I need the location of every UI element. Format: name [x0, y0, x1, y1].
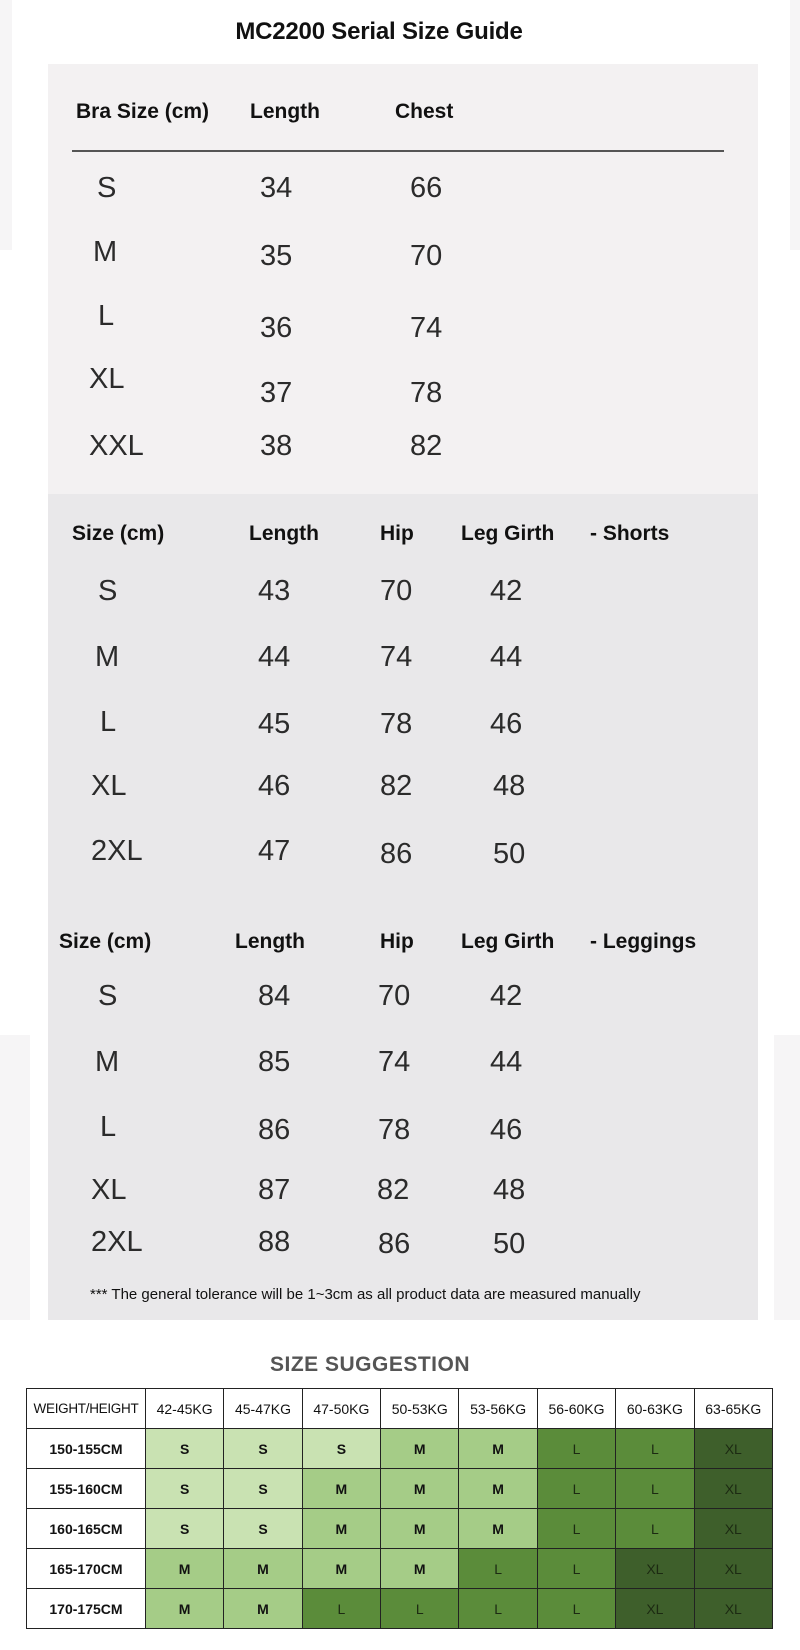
length-value: 45: [258, 708, 291, 740]
shorts-label: - Shorts: [590, 522, 670, 545]
bra-header-chest: Chest: [395, 100, 454, 123]
weight-column-header: 47-50KG: [302, 1389, 380, 1429]
suggested-size-cell: XL: [694, 1589, 772, 1629]
suggested-size-cell: L: [537, 1549, 615, 1589]
shorts-header-leg-girth: Leg Girth: [461, 522, 555, 545]
leggings-label: - Leggings: [590, 930, 697, 953]
suggested-size-cell: S: [224, 1469, 302, 1509]
shorts-header-size: Size (cm): [72, 522, 165, 545]
leggings-header-size: Size (cm): [59, 930, 152, 953]
size-label: XXL: [89, 430, 144, 462]
chest-value: 78: [410, 377, 443, 409]
suggested-size-cell: S: [302, 1429, 380, 1469]
length-value: 43: [258, 575, 291, 607]
length-value: 35: [260, 240, 293, 272]
size-label: L: [100, 1111, 117, 1143]
left-edge-strip-lower: [0, 1035, 30, 1320]
suggested-size-cell: S: [145, 1469, 223, 1509]
leg-girth-value: 42: [490, 575, 523, 607]
leggings-header-hip: Hip: [380, 930, 414, 953]
leg-girth-value: 46: [490, 708, 523, 740]
suggested-size-cell: L: [459, 1589, 537, 1629]
tolerance-note: *** The general tolerance will be 1~3cm as all product data are measured manually: [90, 1286, 641, 1303]
size-label: M: [95, 641, 120, 673]
suggested-size-cell: M: [459, 1429, 537, 1469]
leg-girth-value: 44: [490, 1046, 523, 1078]
table-row: [27, 1469, 773, 1509]
suggested-size-cell: L: [616, 1509, 694, 1549]
hip-value: 78: [380, 708, 413, 740]
suggested-size-cell: L: [537, 1469, 615, 1509]
table-row: [27, 1549, 773, 1589]
suggested-size-cell: S: [145, 1509, 223, 1549]
size-label: M: [93, 236, 118, 268]
length-value: 37: [260, 377, 293, 409]
suggested-size-cell: M: [459, 1469, 537, 1509]
suggested-size-cell: L: [537, 1509, 615, 1549]
weight-column-header: 63-65KG: [694, 1389, 772, 1429]
size-label: S: [98, 575, 118, 607]
size-label: 2XL: [91, 1226, 143, 1258]
length-value: 85: [258, 1046, 291, 1078]
leg-girth-value: 50: [493, 1228, 526, 1260]
suggested-size-cell: L: [537, 1589, 615, 1629]
size-suggestion-title: SIZE SUGGESTION: [269, 1353, 471, 1376]
weight-column-header: 53-56KG: [459, 1389, 537, 1429]
table-row: [27, 1589, 773, 1629]
bra-header-divider: [72, 150, 724, 152]
size-label: L: [100, 706, 117, 738]
leg-girth-value: 48: [493, 770, 526, 802]
size-suggestion-table: [26, 1388, 773, 1629]
hip-value: 70: [380, 575, 413, 607]
suggested-size-cell: L: [459, 1549, 537, 1589]
suggested-size-cell: XL: [694, 1509, 772, 1549]
weight-column-header: 50-53KG: [381, 1389, 459, 1429]
suggested-size-cell: L: [616, 1429, 694, 1469]
length-value: 86: [258, 1114, 291, 1146]
suggested-size-cell: M: [381, 1469, 459, 1509]
size-label: S: [97, 172, 117, 204]
leggings-header-length: Length: [235, 930, 305, 953]
length-value: 46: [258, 770, 291, 802]
suggested-size-cell: M: [302, 1549, 380, 1589]
suggested-size-cell: XL: [694, 1469, 772, 1509]
size-label: M: [95, 1046, 120, 1078]
suggested-size-cell: S: [224, 1509, 302, 1549]
hip-value: 82: [380, 770, 413, 802]
length-value: 44: [258, 641, 291, 673]
length-value: 36: [260, 312, 293, 344]
leg-girth-value: 48: [493, 1174, 526, 1206]
size-label: 2XL: [91, 835, 143, 867]
height-row-header: 160-165CM: [27, 1509, 146, 1549]
size-label: L: [98, 300, 115, 332]
bra-size-panel: [48, 64, 758, 494]
height-row-header: 170-175CM: [27, 1589, 146, 1629]
suggested-size-cell: XL: [694, 1549, 772, 1589]
suggested-size-cell: M: [302, 1469, 380, 1509]
length-value: 38: [260, 430, 293, 462]
suggested-size-cell: L: [381, 1589, 459, 1629]
hip-value: 82: [377, 1174, 410, 1206]
hip-value: 86: [380, 838, 413, 870]
hip-value: 74: [378, 1046, 411, 1078]
height-row-header: 165-170CM: [27, 1549, 146, 1589]
height-row-header: 155-160CM: [27, 1469, 146, 1509]
suggested-size-cell: S: [224, 1429, 302, 1469]
weight-column-header: 56-60KG: [537, 1389, 615, 1429]
suggested-size-cell: M: [145, 1549, 223, 1589]
length-value: 88: [258, 1226, 291, 1258]
suggested-size-cell: M: [381, 1549, 459, 1589]
table-row: [27, 1429, 773, 1469]
shorts-header-length: Length: [249, 522, 319, 545]
suggested-size-cell: M: [381, 1429, 459, 1469]
suggested-size-cell: M: [459, 1509, 537, 1549]
suggested-size-cell: M: [381, 1509, 459, 1549]
leggings-header-leg-girth: Leg Girth: [461, 930, 555, 953]
suggested-size-cell: M: [145, 1589, 223, 1629]
suggested-size-cell: M: [224, 1589, 302, 1629]
suggested-size-cell: L: [616, 1469, 694, 1509]
right-edge-strip: [790, 0, 800, 250]
suggested-size-cell: S: [145, 1429, 223, 1469]
height-row-header: 150-155CM: [27, 1429, 146, 1469]
leg-girth-value: 42: [490, 980, 523, 1012]
weight-column-header: 42-45KG: [145, 1389, 223, 1429]
hip-value: 74: [380, 641, 413, 673]
weight-header-row: [27, 1389, 773, 1429]
weight-column-header: 60-63KG: [616, 1389, 694, 1429]
leg-girth-value: 46: [490, 1114, 523, 1146]
length-value: 34: [260, 172, 293, 204]
suggested-size-cell: XL: [616, 1549, 694, 1589]
suggested-size-cell: XL: [616, 1589, 694, 1629]
length-value: 87: [258, 1174, 291, 1206]
weight-column-header: 45-47KG: [224, 1389, 302, 1429]
chest-value: 70: [410, 240, 443, 272]
weight-height-header: WEIGHT/HEIGHT: [27, 1389, 146, 1429]
right-edge-strip-lower: [774, 1035, 800, 1320]
hip-value: 78: [378, 1114, 411, 1146]
shorts-header-hip: Hip: [380, 522, 414, 545]
suggested-size-cell: L: [302, 1589, 380, 1629]
hip-value: 86: [378, 1228, 411, 1260]
chest-value: 74: [410, 312, 443, 344]
size-label: XL: [91, 770, 127, 802]
length-value: 47: [258, 835, 291, 867]
bra-header-length: Length: [250, 100, 320, 123]
chest-value: 82: [410, 430, 443, 462]
page-title: MC2200 Serial Size Guide: [235, 18, 523, 45]
size-label: XL: [89, 363, 125, 395]
suggested-size-cell: M: [224, 1549, 302, 1589]
table-row: [27, 1509, 773, 1549]
chest-value: 66: [410, 172, 443, 204]
leg-girth-value: 50: [493, 838, 526, 870]
suggested-size-cell: M: [302, 1509, 380, 1549]
size-label: XL: [91, 1174, 127, 1206]
hip-value: 70: [378, 980, 411, 1012]
length-value: 84: [258, 980, 291, 1012]
bra-header-size: Bra Size (cm): [76, 100, 210, 123]
suggested-size-cell: XL: [694, 1429, 772, 1469]
size-label: S: [98, 980, 118, 1012]
suggested-size-cell: L: [537, 1429, 615, 1469]
leg-girth-value: 44: [490, 641, 523, 673]
